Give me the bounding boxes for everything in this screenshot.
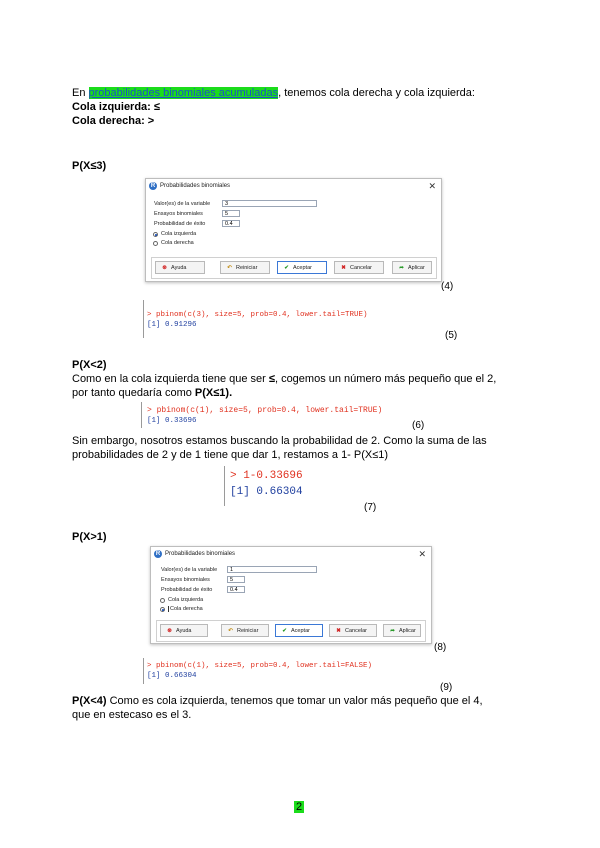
lifebuoy-icon: ⊛ xyxy=(167,628,172,634)
binomial-trials-input[interactable]: 5 xyxy=(227,576,245,583)
close-icon[interactable]: ✕ xyxy=(428,181,436,191)
console-output: [1] 0.33696 xyxy=(147,417,197,425)
radio-cola-izquierda[interactable] xyxy=(153,232,158,237)
r-app-icon: R xyxy=(155,551,161,557)
dialog-button-bar xyxy=(156,620,426,642)
dialog-titlebar xyxy=(146,179,441,193)
ok-button[interactable]: ✔ Aceptar xyxy=(277,261,327,274)
figure-number-5: (5) xyxy=(445,330,458,341)
apply-arrow-icon: ➦ xyxy=(399,265,404,271)
figure-number-7: (7) xyxy=(364,502,377,513)
figure-number-6: (6) xyxy=(412,420,425,431)
section-2-paragraph: Como en la cola izquierda tiene que ser ≤, cogemos un número más pequeño que el 2, por tanto quedaría como P(X≤1). xyxy=(72,373,497,399)
checkmark-icon: ✔ xyxy=(282,628,287,634)
r-console-9 xyxy=(143,658,443,684)
intro-line xyxy=(72,86,475,100)
radio-cola-izquierda[interactable] xyxy=(160,598,165,603)
console-output: [1] 0.66304 xyxy=(147,672,197,680)
binomial-dialog-1 xyxy=(145,178,442,282)
section-heading-p-lt-2: P(X<2) xyxy=(72,359,107,371)
radio-cola-derecha-label: Cola derecha xyxy=(170,606,203,612)
r-console-5 xyxy=(143,300,443,338)
cancel-button[interactable]: ✖ Cancelar xyxy=(329,624,377,637)
console-command: > pbinom(c(3), size=5, prob=0.4, lower.tail=TRUE) xyxy=(147,311,368,319)
dialog-titlebar xyxy=(151,547,431,561)
cola-izquierda-label: Cola izquierda: ≤ xyxy=(72,101,160,113)
console-command: > pbinom(c(1), size=5, prob=0.4, lower.tail=TRUE) xyxy=(147,406,383,415)
lifebuoy-icon: ⊛ xyxy=(162,265,167,271)
cola-derecha-label: Cola derecha: > xyxy=(72,115,155,127)
variable-values-input[interactable]: 1 xyxy=(227,566,317,573)
section-4-paragraph: P(X<4) Como es cola izquierda, tenemos que tomar un valor más pequeño que el 4, que en estecaso es el 3. xyxy=(72,695,483,721)
console-output: [1] 0.91296 xyxy=(147,321,197,329)
apply-arrow-icon: ➦ xyxy=(390,628,395,634)
figure-number-8: (8) xyxy=(434,642,447,653)
dialog-title: Probabilidades binomiales xyxy=(160,183,231,189)
apply-button[interactable]: ➦ Aplicar xyxy=(383,624,421,637)
reset-button[interactable]: ↶ Reiniciar xyxy=(220,261,270,274)
success-probability-input[interactable]: 0.4 xyxy=(222,220,240,227)
cancel-button[interactable]: ✖ Cancelar xyxy=(334,261,384,274)
radio-cola-derecha[interactable] xyxy=(153,241,158,246)
reset-button[interactable]: ↶ Reiniciar xyxy=(221,624,269,637)
reset-arrow-icon: ↶ xyxy=(227,265,232,271)
label-variable-values: Valor(es) de la variable xyxy=(161,567,218,573)
cancel-x-icon: ✖ xyxy=(336,628,341,634)
reset-arrow-icon: ↶ xyxy=(228,628,233,634)
section-2-paragraph-2: Sin embargo, nosotros estamos buscando la probabilidad de 2. Como la suma de las probabilidades de 2 y de 1 tiene que dar 1, restamos a 1- P(X≤1) xyxy=(72,435,487,461)
figure-number-4: (4) xyxy=(441,281,454,292)
section-heading-p-gt-1: P(X>1) xyxy=(72,531,107,543)
ok-button[interactable]: ✔ Aceptar xyxy=(275,624,323,637)
binomial-dialog-2 xyxy=(150,546,432,644)
intro-suffix: , tenemos cola derecha y cola izquierda: xyxy=(278,87,475,99)
console-command: > 1-0.33696 xyxy=(230,470,303,482)
close-icon[interactable]: ✕ xyxy=(418,549,426,559)
section-heading-p-le-3: P(X≤3) xyxy=(72,160,107,172)
label-success-probability: Probabilidad de éxito xyxy=(161,587,213,593)
help-button[interactable]: ⊛ Ayuda xyxy=(160,624,208,637)
radio-cola-derecha-label: Cola derecha xyxy=(161,240,194,246)
success-probability-input[interactable]: 0.4 xyxy=(227,586,245,593)
label-variable-values: Valor(es) de la variable xyxy=(154,201,211,207)
label-binomial-trials: Ensayos binomiales xyxy=(154,211,203,217)
dialog-title: Probabilidades binomiales xyxy=(165,551,236,557)
binomial-trials-input[interactable]: 5 xyxy=(222,210,240,217)
radio-cola-derecha[interactable] xyxy=(160,607,165,612)
console-output: [1] 0.66304 xyxy=(230,486,303,498)
console-border xyxy=(224,466,225,506)
intro-highlight-link[interactable]: probabilidades binomiales acumuladas xyxy=(88,87,279,99)
apply-button[interactable]: ➦ Aplicar xyxy=(392,261,432,274)
r-console-6 xyxy=(141,402,406,428)
radio-cola-izquierda-label: Cola izquierda xyxy=(161,231,197,237)
console-border xyxy=(143,658,144,684)
label-success-probability: Probabilidad de éxito xyxy=(154,221,206,227)
checkmark-icon: ✔ xyxy=(284,265,289,271)
console-border xyxy=(143,300,144,338)
cancel-x-icon: ✖ xyxy=(341,265,346,271)
dialog-button-bar xyxy=(151,257,437,279)
intro-prefix: En xyxy=(72,87,89,99)
r-app-icon: R xyxy=(150,183,156,189)
page-number: 2 xyxy=(296,801,303,813)
variable-values-input[interactable]: 3 xyxy=(222,200,317,207)
section-heading-p-lt-4: P(X<4) xyxy=(72,695,107,707)
radio-cola-izquierda-label: Cola izquierda xyxy=(168,597,204,603)
console-command: > pbinom(c(1), size=5, prob=0.4, lower.tail=FALSE) xyxy=(147,662,373,670)
figure-number-9: (9) xyxy=(440,682,453,693)
label-binomial-trials: Ensayos binomiales xyxy=(161,577,210,583)
help-button[interactable]: ⊛ Ayuda xyxy=(155,261,205,274)
console-border xyxy=(141,402,142,428)
r-console-7 xyxy=(224,466,314,506)
